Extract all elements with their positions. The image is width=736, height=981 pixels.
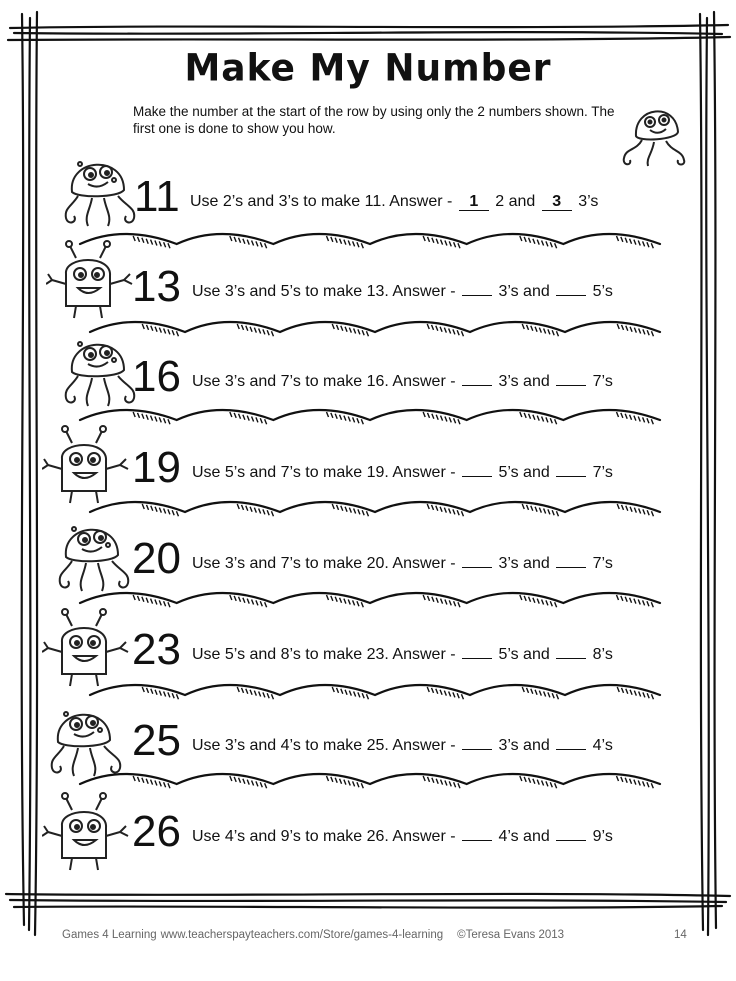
jellyfish-icon [52,515,142,599]
answer-label: Answer - [392,283,460,300]
answer-unit: 3’s [573,193,599,210]
row-prompt [192,828,613,846]
target-number: 19 [132,443,181,492]
row-prompt [192,373,613,391]
monster-icon [42,425,132,509]
answer-blank[interactable] [462,476,492,477]
answer-label: Answer - [392,646,460,663]
answer-unit: 7’s [588,464,613,481]
instructions-text: Make the number at the start of the row by using only the 2 numbers shown. The first one is done to show you how. [133,104,615,136]
answer-blank[interactable] [556,840,586,841]
answer-blank[interactable] [556,567,586,568]
prompt-text: Use 3’s and 7’s to make 16. [192,373,393,390]
row-prompt [192,555,613,573]
answer-unit: 2 and [490,193,540,210]
answer-unit: 5’s [588,283,613,300]
target-number: 16 [132,352,181,401]
target-number: 23 [132,625,181,674]
row-prompt [192,646,613,664]
target-number: 25 [132,716,181,765]
answer-blank[interactable] [556,385,586,386]
answer-unit: 5’s and [494,464,555,481]
row-prompt [190,193,598,211]
jellyfish-icon [58,150,148,234]
target-number: 13 [132,262,181,311]
answer-blank[interactable] [462,385,492,386]
answer-unit: 3’s and [494,283,555,300]
answer-unit: 4’s and [494,828,555,845]
prompt-text: Use 3’s and 5’s to make 13. [192,283,393,300]
answer-blank[interactable] [556,476,586,477]
answer-blank[interactable] [462,295,492,296]
answer-unit: 8’s [588,646,613,663]
row-prompt [192,283,613,301]
answer-label: Answer - [392,737,460,754]
answer-label: Answer - [392,828,460,845]
answer-unit: 4’s [588,737,613,754]
prompt-text: Use 3’s and 4’s to make 25. [192,737,393,754]
target-number: 26 [132,807,181,856]
footer [62,929,578,941]
answer-unit: 3’s and [494,737,555,754]
prompt-text: Use 3’s and 7’s to make 20. [192,555,393,572]
answer-blank[interactable] [462,840,492,841]
monster-icon [46,240,136,324]
answer-blank[interactable] [462,749,492,750]
answer-label: Answer - [392,555,460,572]
row-prompt [192,464,613,482]
row-prompt [192,737,613,755]
target-number: 20 [132,534,181,583]
answer-label: Answer - [389,193,457,210]
prompt-text: Use 4’s and 9’s to make 26. [192,828,393,845]
answer-unit: 7’s [588,555,613,572]
prompt-text: Use 5’s and 8’s to make 23. [192,646,393,663]
answer-blank[interactable]: 1 [459,194,489,211]
answer-unit: 5’s and [494,646,555,663]
answer-blank[interactable] [462,658,492,659]
monster-icon [42,608,132,692]
monster-icon [42,792,132,876]
answer-label: Answer - [392,373,460,390]
prompt-text: Use 5’s and 7’s to make 19. [192,464,393,481]
answer-unit: 7’s [588,373,613,390]
answer-unit: 3’s and [494,373,555,390]
answer-blank[interactable] [556,658,586,659]
footer-copyright: ©Teresa Evans 2013 [457,929,565,941]
page-number: 14 [674,929,687,941]
answer-label: Answer - [392,464,460,481]
answer-blank[interactable] [556,295,586,296]
answer-unit: 9’s [588,828,613,845]
page-title: Make My Number [184,46,552,91]
answer-unit: 3’s and [494,555,555,572]
target-number: 11 [134,172,180,221]
footer-url[interactable]: www.teacherspayteachers.com/Store/games-4-learning [160,929,444,941]
jellyfish-icon [58,330,148,414]
footer-brand: Games 4 Learning [62,929,157,941]
jellyfish-icon [44,700,134,784]
answer-blank[interactable] [556,749,586,750]
answer-blank[interactable]: 3 [542,194,572,211]
answer-blank[interactable] [462,567,492,568]
prompt-text: Use 2’s and 3’s to make 11. [190,193,390,210]
